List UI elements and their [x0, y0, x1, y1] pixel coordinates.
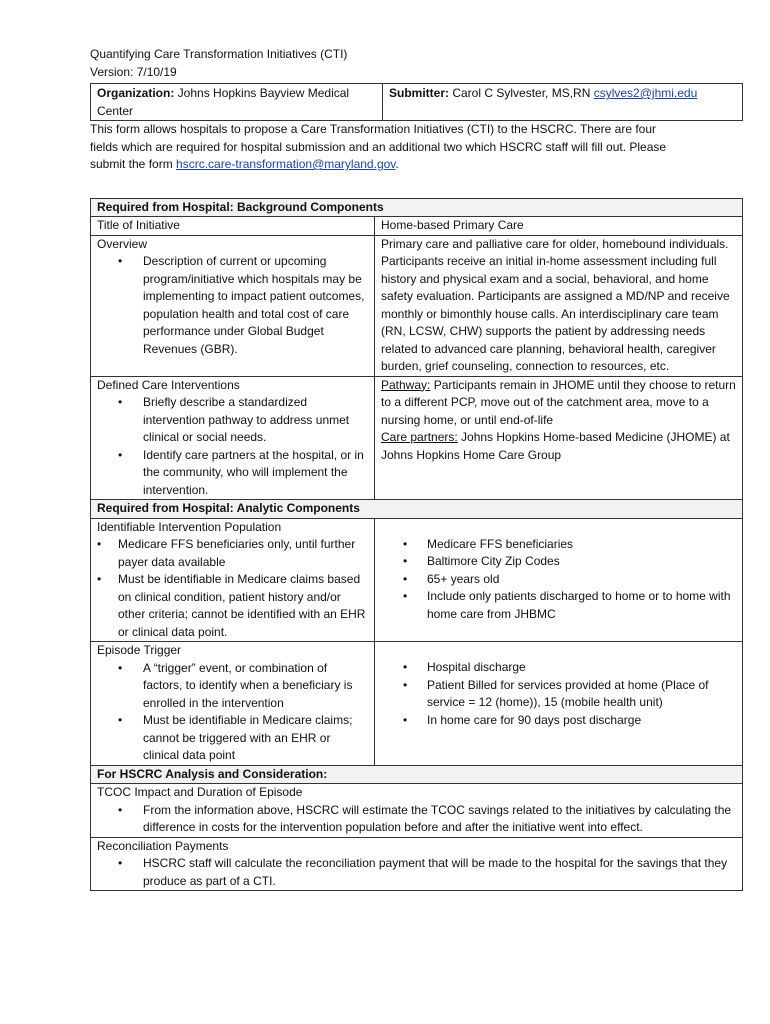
interventions-value-cell: [375, 376, 743, 500]
pathway-text: [381, 377, 736, 430]
list-item: • Briefly describe a standardized intervention pathway to address unmet clinical or social needs.: [97, 394, 368, 447]
title-value: Home-based Primary Care: [375, 217, 743, 236]
table-row: [91, 642, 743, 766]
trigger-values: [381, 659, 736, 729]
pathway-value: Participants remain in JHOME until they choose to return to a different PCP, move out of the catchment area, move to a nursing home, or until end-of-life: [381, 377, 736, 427]
submitter-label: Submitter:: [389, 86, 449, 100]
overview-bullets: [97, 253, 368, 358]
table-row: [91, 235, 743, 376]
table-row: [91, 784, 743, 838]
submitter-value: Carol C Sylvester, MS,RN: [449, 86, 594, 100]
overview-value: Primary care and palliative care for older, homebound individuals. Participants receive an initial in-home assessment including full history and physical exam and a social, behavioral, and home safety evaluation. Participants are assigned a MD/NP and receive monthly or bimonthly house calls. An interdisciplinary care team (RN, LCSW, CHW) supports the patient by addressing needs related to advanced care planning, behavioral health, caregiver burden, grief counseling, connection to resources, etc.: [375, 235, 743, 376]
list-item: • HSCRC staff will calculate the reconciliation payment that will be made to the hospital for the savings that they produce as part of a CTI.: [97, 855, 736, 890]
hscrc-header: For HSCRC Analysis and Consideration:: [91, 765, 743, 784]
submission-email-link[interactable]: hscrc.care-transformation@maryland.gov: [176, 157, 396, 171]
partners-text: [381, 429, 736, 464]
overview-cell: [91, 235, 375, 376]
analytic-header: Required from Hospital: Analytic Components: [91, 500, 743, 519]
organization-label: Organization:: [97, 86, 175, 100]
population-cell: [91, 518, 375, 642]
doc-title: Quantifying Care Transformation Initiatives (CTI): [90, 47, 348, 61]
intro-text: This form allows hospitals to propose a Care Transformation Initiatives (CTI) to the HSCRC. There are four fields which are required for hospital submission and an additional two which HSCRC staff will fill out. Please submit the form: [90, 122, 667, 171]
list-item: • Must be identifiable in Medicare claims; cannot be triggered with an EHR or clinical data point: [97, 712, 368, 765]
population-value-cell: [375, 518, 743, 642]
reconciliation-label: Reconciliation Payments: [97, 838, 229, 853]
org-table: [90, 83, 743, 121]
interventions-bullets: [97, 394, 368, 499]
list-item: • Must be identifiable in Medicare claims based on clinical condition, patient history and/or other criteria; cannot be identified with an EHR or clinical data point.: [97, 571, 368, 641]
table-row: [91, 376, 743, 500]
tcoc-cell: [91, 784, 743, 838]
overview-label: Overview: [97, 236, 148, 251]
list-item: • Identify care partners at the hospital, or in the community, who will implement the intervention.: [97, 447, 368, 500]
submitter-cell: [383, 84, 743, 121]
population-values: [381, 536, 736, 624]
reconciliation-cell: [91, 837, 743, 891]
partners-label: Care partners:: [381, 430, 458, 444]
list-item: • Description of current or upcoming program/initiative which hospitals may be implementing to impact patient outcomes, population health and total cost of care performance under Global Budget Revenues (GBR).: [97, 253, 368, 358]
submitter-email-link[interactable]: csylves2@jhmi.edu: [593, 86, 698, 100]
tcoc-bullets: [97, 802, 736, 837]
list-item: • From the information above, HSCRC will estimate the TCOC savings related to the initiatives by calculating the difference in costs for the intervention population before and after the initiative went into effect.: [97, 802, 736, 837]
section-header-row: [91, 500, 743, 519]
trigger-bullets: [97, 660, 368, 765]
list-item: • Include only patients discharged to home or to home with home care from JHBMC: [381, 588, 736, 623]
list-item: • In home care for 90 days post discharge: [381, 712, 736, 730]
population-label: Identifiable Intervention Population: [97, 519, 282, 534]
interventions-label: Defined Care Interventions: [97, 377, 240, 392]
list-item: • A “trigger” event, or combination of factors, to identify when a beneficiary is enrolled in the intervention: [97, 660, 368, 713]
background-header: Required from Hospital: Background Components: [91, 198, 743, 217]
list-item: • 65+ years old: [381, 571, 736, 589]
intro-end: .: [395, 157, 399, 171]
cti-table: [90, 198, 743, 892]
population-bullets: [97, 536, 368, 641]
reconciliation-bullets: [97, 855, 736, 890]
tcoc-label: TCOC Impact and Duration of Episode: [97, 785, 303, 799]
section-header-row: [91, 198, 743, 217]
list-item: • Baltimore City Zip Codes: [381, 553, 736, 571]
intro-paragraph: [90, 121, 742, 174]
table-row: [91, 217, 743, 236]
partners-value: Johns Hopkins Home-based Medicine (JHOME) at Johns Hopkins Home Care Group: [381, 430, 730, 462]
title-label: Title of Initiative: [91, 217, 375, 236]
trigger-cell: [91, 642, 375, 766]
document: [90, 46, 742, 891]
organization-value: Johns Hopkins Bayview Medical Center: [97, 86, 350, 118]
list-item: • Patient Billed for services provided at home (Place of service = 12 (home)), 15 (mobile health unit): [381, 677, 736, 712]
table-row: [91, 837, 743, 891]
organization-cell: [91, 84, 383, 121]
table-row: [91, 518, 743, 642]
pathway-label: Pathway:: [381, 377, 431, 392]
list-item: • Medicare FFS beneficiaries only, until further payer data available: [97, 536, 368, 571]
list-item: • Medicare FFS beneficiaries: [381, 536, 736, 554]
interventions-cell: [91, 376, 375, 500]
list-item: • Hospital discharge: [381, 659, 736, 677]
section-header-row: [91, 765, 743, 784]
trigger-value-cell: [375, 642, 743, 766]
trigger-label: Episode Trigger: [97, 643, 182, 657]
doc-version: Version: 7/10/19: [90, 64, 177, 79]
